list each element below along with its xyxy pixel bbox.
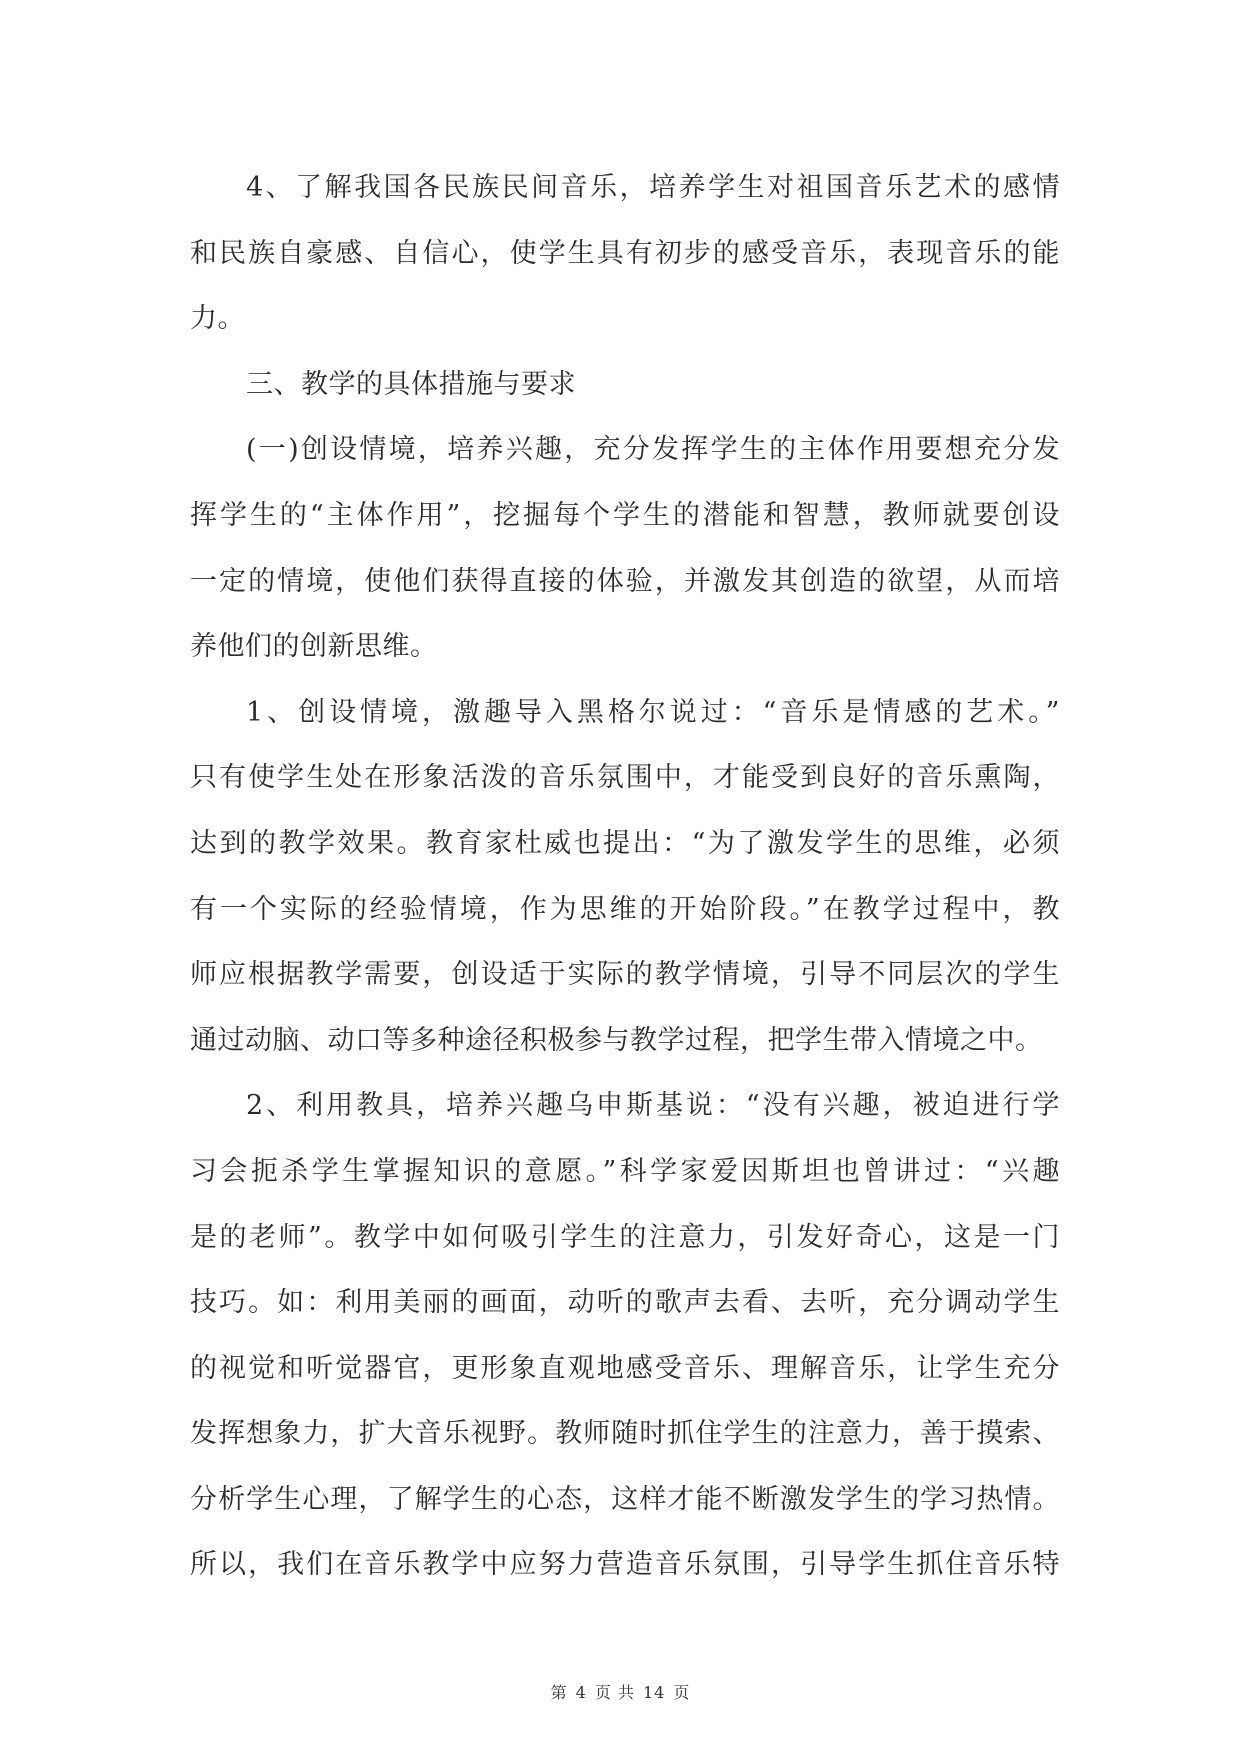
text-line: 养他们的创新思维。 bbox=[190, 631, 438, 663]
text-line: 1、创设情境，激趣导入黑格尔说过：“音乐是情感的艺术。” bbox=[246, 696, 1060, 728]
footer-middle: 页 共 bbox=[594, 1683, 635, 1702]
text-line: 习会扼杀学生掌握知识的意愿。”科学家爱因斯坦也曾讲过：“兴趣 bbox=[190, 1155, 1060, 1187]
document-body bbox=[190, 155, 1060, 1598]
text-line: 发挥想象力，扩大音乐视野。教师随时抓住学生的注意力，善于摸索、 bbox=[190, 1418, 1060, 1450]
text-line: 力。 bbox=[190, 303, 245, 335]
text-line: 挥学生的“主体作用”，挖掘每个学生的潜能和智慧，教师就要创设 bbox=[190, 499, 1060, 531]
text-line: 通过动脑、动口等多种途径积极参与教学过程，把学生带入情境之中。 bbox=[190, 1024, 1043, 1056]
text-line: 和民族自豪感、自信心，使学生具有初步的感受音乐，表现音乐的能 bbox=[190, 237, 1060, 269]
text-line: 是的老师”。教学中如何吸引学生的注意力，引发好奇心，这是一门 bbox=[190, 1221, 1060, 1253]
page-footer bbox=[0, 1680, 1241, 1703]
text-line: 达到的教学效果。教育家杜威也提出：“为了激发学生的思维，必须 bbox=[190, 827, 1060, 859]
text-line: 所以，我们在音乐教学中应努力营造音乐氛围，引导学生抓住音乐特 bbox=[190, 1549, 1060, 1581]
footer-page-number: 4 bbox=[575, 1683, 587, 1702]
text-line: 技巧。如：利用美丽的画面，动听的歌声去看、去听，充分调动学生 bbox=[190, 1287, 1060, 1319]
text-line: 4、了解我国各民族民间音乐，培养学生对祖国音乐艺术的感情 bbox=[246, 172, 1060, 203]
text-line: 师应根据教学需要，创设适于实际的教学情境，引导不同层次的学生 bbox=[190, 959, 1060, 991]
text-line: 分析学生心理，了解学生的心态，这样才能不断激发学生的学习热情。 bbox=[190, 1483, 1060, 1515]
text-line: 只有使学生处在形象活泼的音乐氛围中，才能受到良好的音乐熏陶， bbox=[190, 762, 1060, 794]
footer-prefix: 第 bbox=[550, 1683, 568, 1702]
text-line: 2、利用教具，培养兴趣乌申斯基说：“没有兴趣，被迫进行学 bbox=[246, 1090, 1060, 1122]
text-line: 一定的情境，使他们获得直接的体验，并激发其创造的欲望，从而培 bbox=[190, 565, 1060, 597]
text-line: 的视觉和听觉器官，更形象直观地感受音乐、理解音乐，让学生充分 bbox=[190, 1352, 1060, 1384]
text-line: 有一个实际的经验情境，作为思维的开始阶段。”在教学过程中，教 bbox=[190, 893, 1060, 925]
section-heading: 三、教学的具体措施与要求 bbox=[246, 368, 576, 400]
footer-suffix: 页 bbox=[673, 1683, 691, 1702]
text-line: (一)创设情境，培养兴趣，充分发挥学生的主体作用要想充分发 bbox=[246, 434, 1060, 466]
footer-total-pages: 14 bbox=[642, 1683, 666, 1702]
